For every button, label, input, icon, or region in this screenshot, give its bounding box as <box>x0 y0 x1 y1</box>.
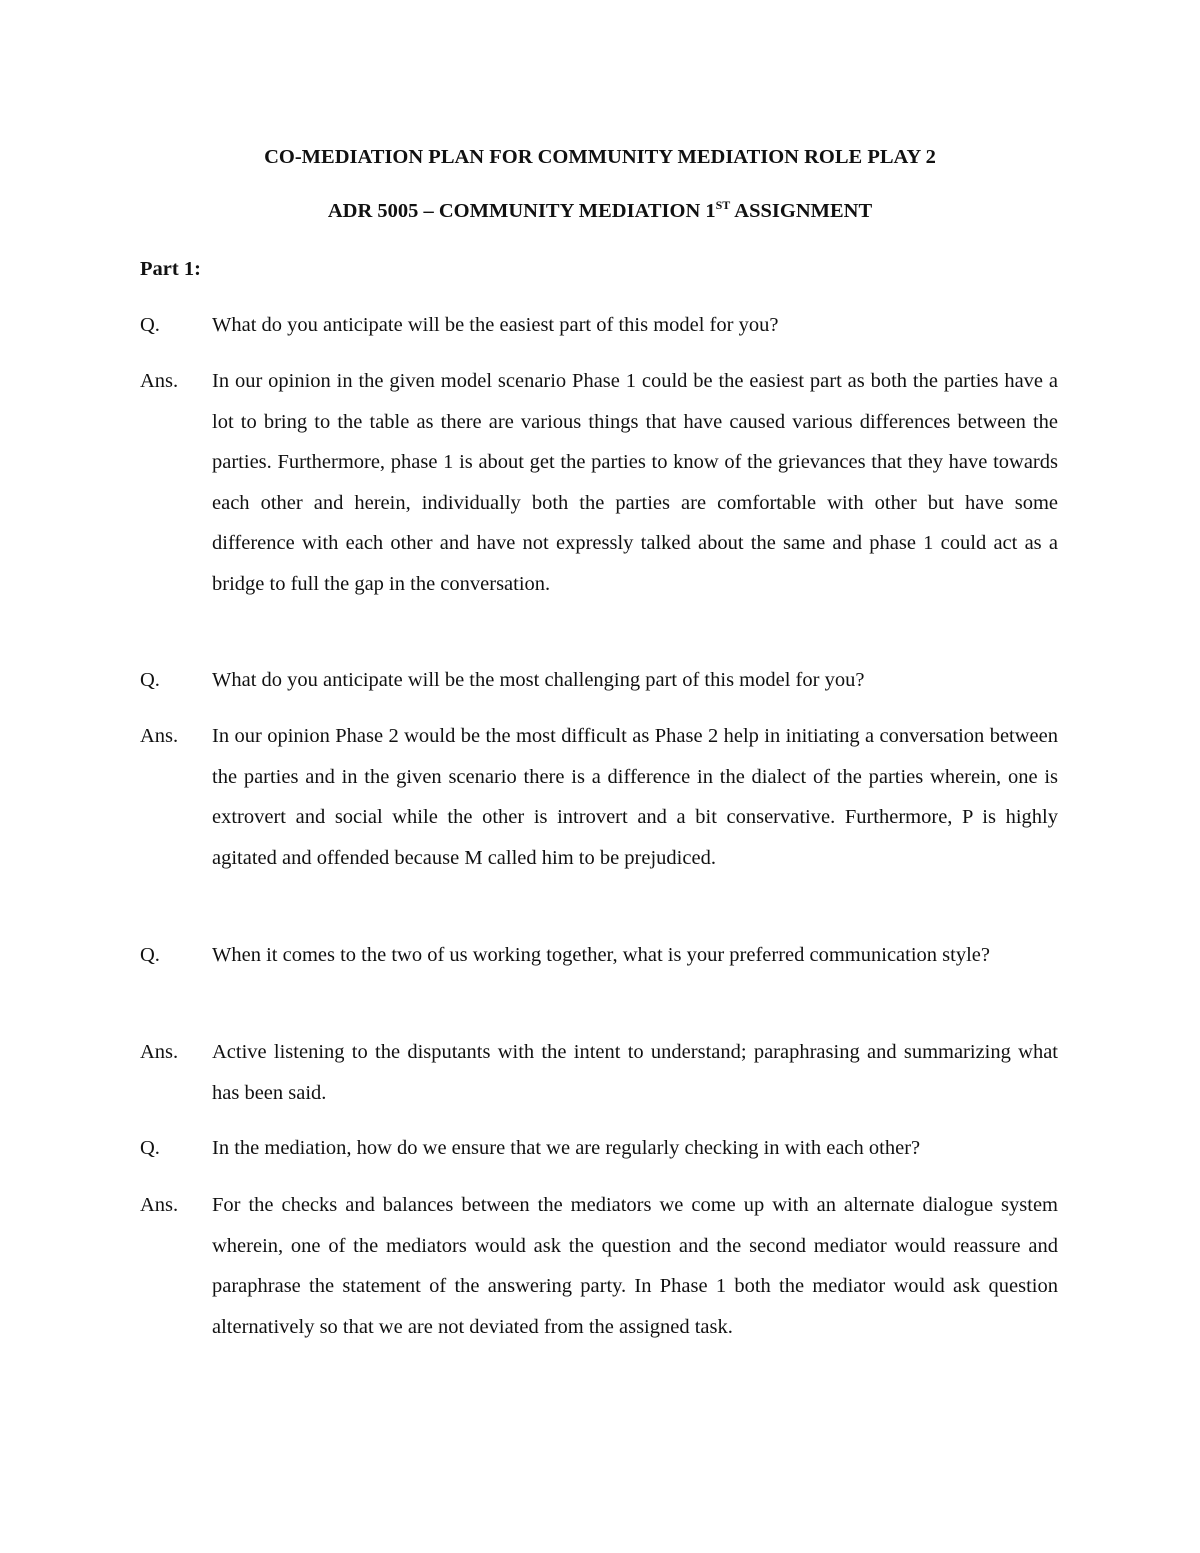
answer-text: In our opinion in the given model scenario Phase 1 could be the easiest part as both the parties have a lot to bring to the table as there are various things that have caused various differences between the parties. Furthermore, phase 1 is about get the parties to know of the grievances that they have towards each other and herein, individually both the parties are comfortable with other but have some difference with each other and have not expressly talked about the same and phase 1 could act as a bridge to full the gap in the conversation. <box>212 370 1058 595</box>
question-marker: Q. <box>140 314 160 336</box>
question-marker: Q. <box>140 944 160 966</box>
question-text: In the mediation, how do we ensure that we are regularly checking in with each other? <box>212 1137 921 1159</box>
question-marker: Q. <box>140 1137 160 1159</box>
answer-marker: Ans. <box>140 1194 179 1216</box>
document-title: CO-MEDIATION PLAN FOR COMMUNITY MEDIATION ROLE PLAY 2 <box>264 146 936 168</box>
subtitle-tail: ASSIGNMENT <box>730 200 873 222</box>
part-label: Part 1: <box>140 258 201 280</box>
question-marker: Q. <box>140 669 160 691</box>
document-subtitle <box>0 200 1200 223</box>
answer-marker: Ans. <box>140 1041 179 1063</box>
subtitle-main: ADR 5005 – COMMUNITY MEDIATION 1 <box>327 200 716 222</box>
question-text: What do you anticipate will be the most challenging part of this model for you? <box>212 669 865 691</box>
answer-text: In our opinion Phase 2 would be the most difficult as Phase 2 help in initiating a conversation between the parties and in the given scenario there is a difference in the dialect of the parties wherein, one is extrovert and social while the other is introvert and a bit conservative. Furthermore, P is highly agitated and offended because M called him to be prejudiced. <box>212 725 1058 869</box>
answer-text: For the checks and balances between the mediators we come up with an alternate dialogue system wherein, one of the mediators would ask the question and the second mediator would reassure and paraphrase the statement of the answering party. In Phase 1 both the mediator would ask question alternatively so that we are not deviated from the assigned task. <box>212 1194 1058 1338</box>
question-text: When it comes to the two of us working together, what is your preferred communication style? <box>212 944 990 966</box>
answer-text: Active listening to the disputants with the intent to understand; paraphrasing and summarizing what has been said. <box>212 1041 1058 1104</box>
subtitle-superscript: ST <box>715 198 731 212</box>
answer-marker: Ans. <box>140 725 179 747</box>
answer-marker: Ans. <box>140 370 179 392</box>
question-text: What do you anticipate will be the easiest part of this model for you? <box>212 314 779 336</box>
